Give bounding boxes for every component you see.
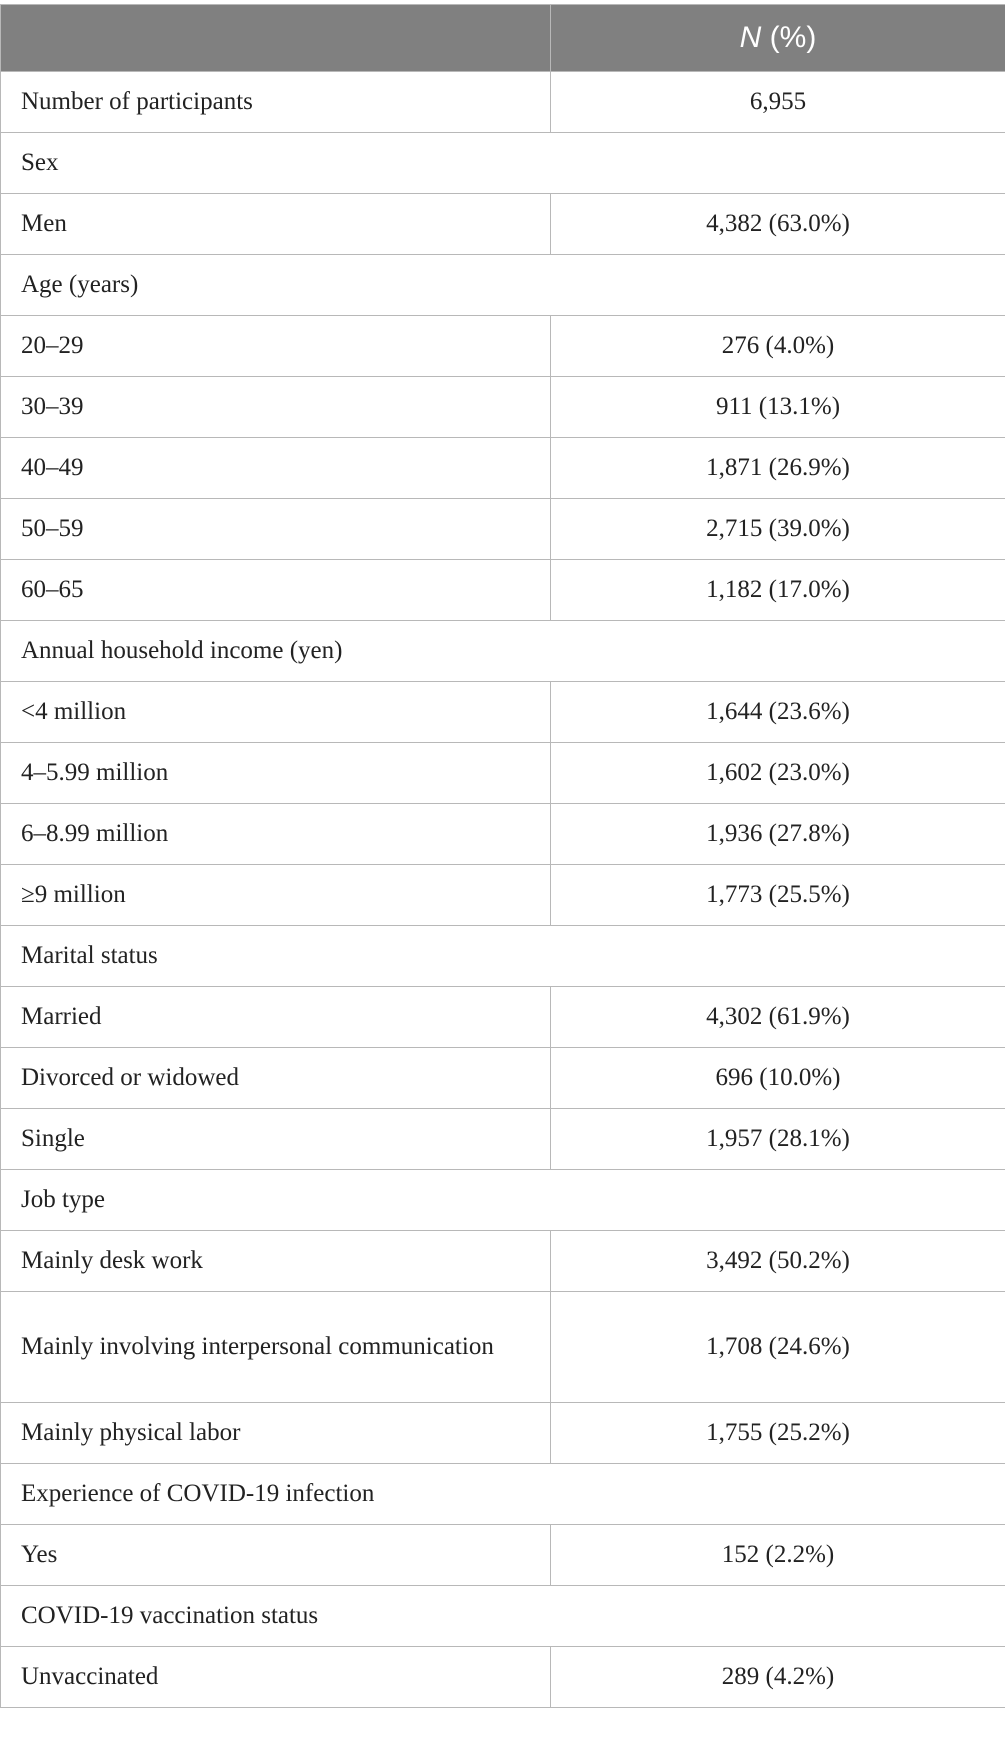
header-n-percent-cell xyxy=(551,5,1005,72)
table-row xyxy=(1,377,1005,438)
section-label: Sex xyxy=(1,133,1005,194)
table-row xyxy=(1,987,1005,1048)
table-row xyxy=(1,194,1005,255)
table-row xyxy=(1,1403,1005,1464)
row-label: Unvaccinated xyxy=(1,1647,551,1708)
table-row xyxy=(1,1525,1005,1586)
row-value: 1,773 (25.5%) xyxy=(551,865,1005,926)
section-label: Annual household income (yen) xyxy=(1,621,1005,682)
row-label: Mainly involving interpersonal communication xyxy=(1,1292,551,1403)
participant-characteristics-table xyxy=(0,4,1005,1708)
section-row xyxy=(1,621,1005,682)
table-row xyxy=(1,1647,1005,1708)
row-value: 152 (2.2%) xyxy=(551,1525,1005,1586)
row-label: Men xyxy=(1,194,551,255)
row-label: Number of participants xyxy=(1,72,551,133)
row-label: ≥9 million xyxy=(1,865,551,926)
table-row xyxy=(1,804,1005,865)
row-label: 20–29 xyxy=(1,316,551,377)
section-label: Experience of COVID-19 infection xyxy=(1,1464,1005,1525)
row-value: 4,302 (61.9%) xyxy=(551,987,1005,1048)
row-label: 40–49 xyxy=(1,438,551,499)
section-label: Job type xyxy=(1,1170,1005,1231)
table-row xyxy=(1,560,1005,621)
table-header xyxy=(1,5,1005,72)
section-row xyxy=(1,1170,1005,1231)
header-row xyxy=(1,5,1005,72)
row-value: 1,644 (23.6%) xyxy=(551,682,1005,743)
header-n-italic: N xyxy=(739,21,762,54)
row-value: 6,955 xyxy=(551,72,1005,133)
section-label: Age (years) xyxy=(1,255,1005,316)
row-label: 6–8.99 million xyxy=(1,804,551,865)
row-value: 1,755 (25.2%) xyxy=(551,1403,1005,1464)
row-value: 1,871 (26.9%) xyxy=(551,438,1005,499)
row-value: 3,492 (50.2%) xyxy=(551,1231,1005,1292)
section-row xyxy=(1,1464,1005,1525)
row-value: 1,182 (17.0%) xyxy=(551,560,1005,621)
table-row xyxy=(1,1109,1005,1170)
row-value: 1,602 (23.0%) xyxy=(551,743,1005,804)
section-label: Marital status xyxy=(1,926,1005,987)
row-value: 4,382 (63.0%) xyxy=(551,194,1005,255)
row-label: Married xyxy=(1,987,551,1048)
table-row xyxy=(1,72,1005,133)
row-label: Single xyxy=(1,1109,551,1170)
row-label: Mainly desk work xyxy=(1,1231,551,1292)
section-row xyxy=(1,255,1005,316)
row-value: 911 (13.1%) xyxy=(551,377,1005,438)
row-value: 1,936 (27.8%) xyxy=(551,804,1005,865)
row-label: Divorced or widowed xyxy=(1,1048,551,1109)
section-row xyxy=(1,926,1005,987)
row-value: 1,957 (28.1%) xyxy=(551,1109,1005,1170)
row-value: 2,715 (39.0%) xyxy=(551,499,1005,560)
row-label: 60–65 xyxy=(1,560,551,621)
row-value: 276 (4.0%) xyxy=(551,316,1005,377)
table-row xyxy=(1,1048,1005,1109)
section-row xyxy=(1,133,1005,194)
row-value: 289 (4.2%) xyxy=(551,1647,1005,1708)
row-label: Mainly physical labor xyxy=(1,1403,551,1464)
section-row xyxy=(1,1586,1005,1647)
characteristics-table-container xyxy=(0,4,1005,1708)
row-label: 50–59 xyxy=(1,499,551,560)
table-row xyxy=(1,1231,1005,1292)
table-row xyxy=(1,1292,1005,1403)
table-row xyxy=(1,316,1005,377)
header-label-cell xyxy=(1,5,551,72)
table-row xyxy=(1,743,1005,804)
header-percent-text: (%) xyxy=(761,21,817,54)
table-row xyxy=(1,499,1005,560)
section-label: COVID-19 vaccination status xyxy=(1,1586,1005,1647)
row-label: 4–5.99 million xyxy=(1,743,551,804)
row-value: 696 (10.0%) xyxy=(551,1048,1005,1109)
row-label: Yes xyxy=(1,1525,551,1586)
row-label: <4 million xyxy=(1,682,551,743)
table-row xyxy=(1,438,1005,499)
table-row xyxy=(1,865,1005,926)
table-row xyxy=(1,682,1005,743)
row-value: 1,708 (24.6%) xyxy=(551,1292,1005,1403)
row-label: 30–39 xyxy=(1,377,551,438)
table-body xyxy=(1,72,1005,1708)
